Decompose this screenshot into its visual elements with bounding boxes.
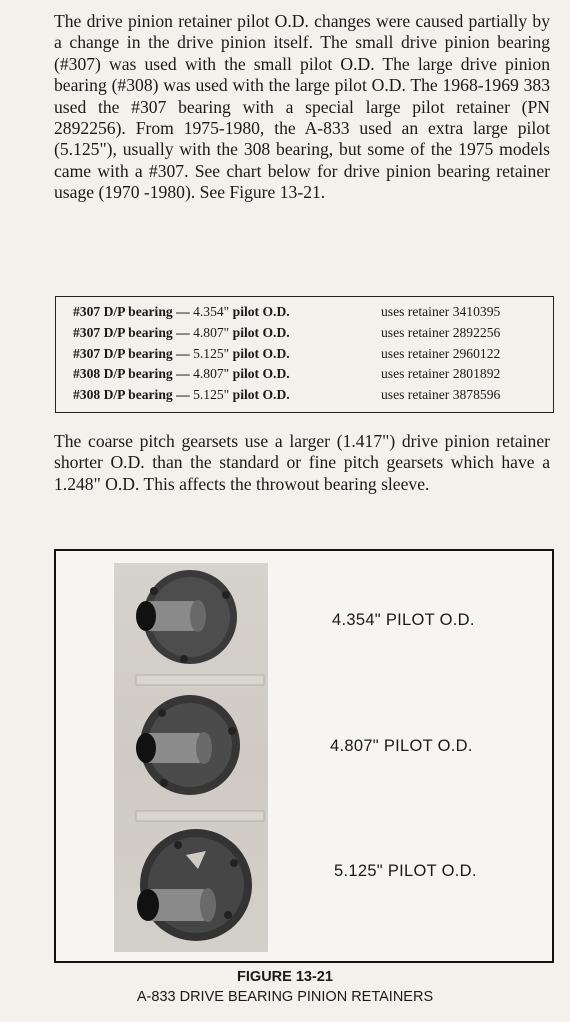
pilot-size-cell: 4.807" (193, 366, 230, 382)
figure-13-21-frame (54, 549, 554, 963)
pilot-text-cell: pilot O.D. (232, 387, 290, 403)
pilot-size-cell: 5.125" (193, 345, 230, 361)
table-row: #307 D/P bearing — 4.354" pilot O.D. uses retainer 3410395 (73, 302, 553, 323)
bearing-cell: #308 D/P bearing (73, 366, 173, 382)
pilot-label-4807: 4.807" PILOT O.D. (330, 737, 473, 755)
retainer-cell: uses retainer 2960122 (381, 345, 501, 361)
pilot-size-cell: 4.354" (193, 304, 230, 319)
figure-caption-title: FIGURE 13-21 (237, 969, 333, 985)
bearing-cell: #308 D/P bearing (73, 387, 173, 403)
table-row: #308 D/P bearing — 5.125" pilot O.D. uses retainer 3878596 (73, 385, 553, 406)
table-row: #307 D/P bearing — 5.125" pilot O.D. uses retainer 2960122 (73, 344, 553, 365)
pilot-text-cell: pilot O.D. (232, 345, 290, 361)
table-row: #307 D/P bearing — 4.807" pilot O.D. uses retainer 2892256 (73, 323, 553, 344)
figure-caption-subtitle: A-833 DRIVE BEARING PINION RETAINERS (136, 989, 434, 1005)
pilot-text-cell: pilot O.D. (232, 324, 290, 340)
retainer-1-image (136, 570, 237, 664)
retainer-photo-illustration (114, 563, 268, 952)
pilot-size-cell: 5.125" (193, 387, 230, 403)
body-paragraph-pilot-od: The drive pinion retainer pilot O.D. changes were caused partially by a change in the drive pinion itself. The small drive pinion bearing (#307) was used with the small pilot O.D. The large drive pinion bearing (#308) was used with the large pilot O.D. The 1968-1969 383 used the #307 bearing with a special large pilot retainer (PN 2892256). From 1975-1980, the A-833 used an extra large pilot (5.125"), usually with the 308 bearing, but some of the 1975 models came with a #307. See chart below for drive pinion bearing retainer usage (1970 -1980). See Figure 13-21. (54, 11, 550, 203)
bearing-cell: #307 D/P bearing (73, 304, 173, 319)
pilot-text-cell: pilot O.D. (232, 366, 290, 382)
retainer-2-image (136, 695, 240, 795)
retainer-cell: uses retainer 2892256 (381, 324, 501, 340)
retainer-cell: uses retainer 3878596 (381, 387, 501, 403)
body-paragraph-coarse-pitch: The coarse pitch gearsets use a larger (1.417") drive pinion retainer shorter O.D. than the standard or fine pitch gearsets which have a 1.248" O.D. This affects the throwout bearing sleeve. (54, 431, 550, 494)
bearing-cell: #307 D/P bearing (73, 345, 173, 361)
table-row: #308 D/P bearing — 4.807" pilot O.D. uses retainer 2801892 (73, 364, 553, 385)
pilot-text-cell: pilot O.D. (232, 304, 290, 319)
bearing-cell: #307 D/P bearing (73, 324, 173, 340)
retainer-cell: uses retainer 3410395 (381, 304, 501, 319)
retainer-usage-table (55, 296, 554, 413)
pilot-label-5125: 5.125" PILOT O.D. (334, 862, 477, 880)
retainers-photo (114, 563, 268, 952)
pilot-label-4354: 4.354" PILOT O.D. (332, 611, 475, 629)
pilot-size-cell: 4.807" (193, 324, 230, 340)
retainer-3-image (137, 829, 252, 941)
retainer-cell: uses retainer 2801892 (381, 366, 501, 382)
